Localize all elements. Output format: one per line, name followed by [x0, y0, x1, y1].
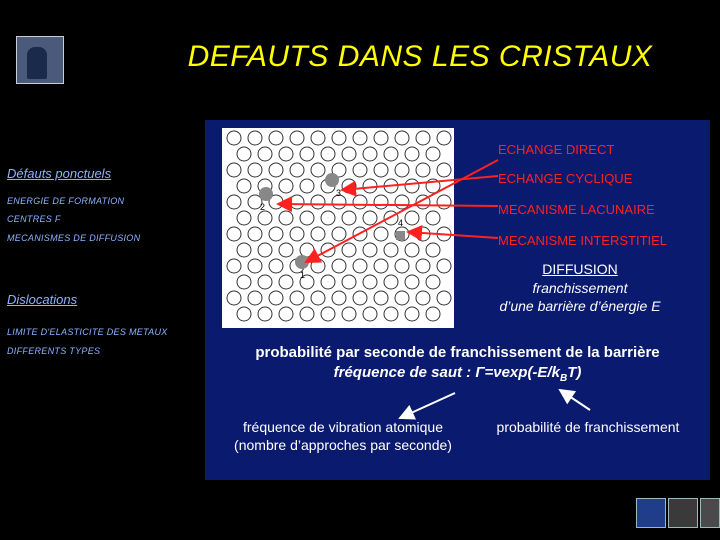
- sidebar-link-defauts-ponctuels[interactable]: Défauts ponctuels: [7, 166, 112, 181]
- diffusion-line1: franchissement: [532, 280, 628, 296]
- jump-frequency-label: fréquence de saut :: [333, 364, 476, 381]
- sidebar-item-centres-f[interactable]: CENTRES F: [7, 214, 61, 224]
- arrow-nu: [400, 393, 455, 418]
- gamma-symbol: Γ: [475, 364, 485, 381]
- sidebar-item-mecanismes[interactable]: MECANISMES DE DIFFUSION: [7, 233, 141, 243]
- subscript-b: B: [559, 373, 568, 384]
- diffusion-line2: d’une barrière d’énergie E: [499, 298, 661, 314]
- note-vibration-2: (nombre d’approches par seconde): [234, 437, 452, 453]
- arrow-vacancy: [278, 204, 498, 206]
- arrow-interstitial: [408, 232, 498, 238]
- label-4: 4: [398, 218, 404, 228]
- sidebar-item-types[interactable]: DIFFERENTS TYPES: [7, 346, 101, 356]
- label-3: 3: [336, 188, 342, 198]
- exp-part: exp(-E/k: [501, 364, 560, 381]
- exp-tail: T): [567, 364, 582, 381]
- probability-line2: [205, 364, 710, 384]
- probability-line1: probabilité par seconde de franchissement de la barrière: [255, 344, 660, 361]
- next-icon[interactable]: [700, 498, 720, 528]
- equals-sign: =: [484, 364, 494, 381]
- label-mecanisme-lacunaire: MECANISME LACUNAIRE: [498, 202, 655, 217]
- note-probability: probabilité de franchissement: [496, 419, 680, 435]
- arrow-direct: [306, 160, 498, 262]
- label-2: 2: [260, 202, 266, 212]
- nu-symbol: ν: [493, 364, 502, 381]
- atom-icon[interactable]: [668, 498, 698, 528]
- home-icon[interactable]: [636, 498, 666, 528]
- sidebar-link-dislocations[interactable]: Dislocations: [7, 292, 78, 307]
- label-1: 1: [300, 270, 306, 280]
- arrow-cyclic: [342, 176, 498, 190]
- label-mecanisme-interstitiel: MECANISME INTERSTITIEL: [498, 233, 668, 248]
- arrow-exp: [560, 390, 590, 410]
- label-echange-direct: ECHANGE DIRECT: [498, 142, 615, 157]
- diffusion-heading: DIFFUSION: [542, 261, 618, 277]
- note-vibration-1: fréquence de vibration atomique: [242, 419, 444, 435]
- sidebar-item-limite[interactable]: LIMITE D'ELASTICITE DES METAUX: [7, 327, 168, 337]
- sidebar-item-energie[interactable]: ENERGIE DE FORMATION: [7, 196, 125, 206]
- label-echange-cyclique: ECHANGE CYCLIQUE: [498, 171, 633, 186]
- page-title: DEFAUTS DANS LES CRISTAUX: [187, 40, 653, 73]
